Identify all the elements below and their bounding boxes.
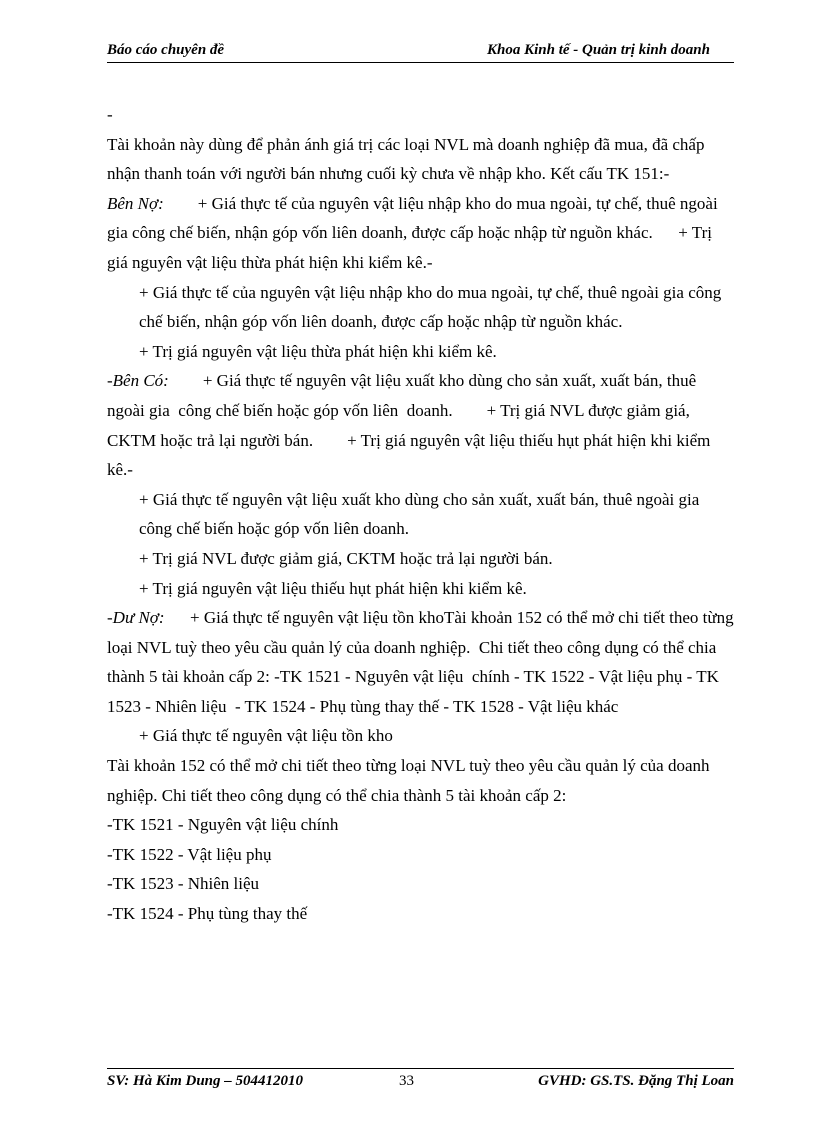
paragraph-ben-no (107, 189, 735, 278)
paragraph-ben-co (107, 366, 735, 484)
page-header (107, 40, 734, 63)
paragraph-ben-no-item-1: + Giá thực tế của nguyên vật liệu nhập kho do mua ngoài, tự chế, thuê ngoài gia công chế biến, nhận góp vốn liên doanh, được cấp hoặc nhập từ nguồn khác. (139, 282, 722, 332)
paragraph-intro: Tài khoản này dùng để phản ánh giá trị các loại NVL mà doanh nghiệp đã mua, đã chấp nhận thanh toán với người bán nhưng cuối kỳ chưa về nhập kho. Kết cấu TK 151:- (107, 134, 705, 184)
page-number: 33 (399, 1073, 414, 1089)
paragraph-du-no-item: + Giá thực tế nguyên vật liệu tồn kho (139, 726, 393, 746)
ben-co-text: + Giá thực tế nguyên vật liệu xuất kho dùng cho sản xuất, xuất bán, thuê ngoài gia công chế biến hoặc góp vốn liên doanh. + Trị giá NVL được giảm giá, CKTM hoặc trả lại người bán. + Trị giá nguyên vật liệu thiếu hụt phát hiện khi kiểm kê.- (107, 371, 715, 480)
du-no-label: -Dư Nợ: (107, 608, 165, 628)
paragraph-ben-no-item-2: + Trị giá nguyên vật liệu thừa phát hiện khi kiểm kê. (139, 341, 497, 361)
footer-supervisor: GVHD: GS.TS. Đặng Thị Loan (538, 1073, 734, 1089)
document-body (107, 100, 738, 929)
list-item-tk-1521: -TK 1521 - Nguyên vật liệu chính (107, 815, 339, 835)
paragraph-ben-co-item-1: + Giá thực tế nguyên vật liệu xuất kho dùng cho sản xuất, xuất bán, thuê ngoài gia công chế biến hoặc góp vốn liên doanh. (139, 489, 700, 539)
paragraph-ben-co-item-2: + Trị giá NVL được giảm giá, CKTM hoặc trả lại người bán. (139, 548, 553, 568)
list-item-tk-1524: -TK 1524 - Phụ tùng thay thế (107, 904, 308, 924)
header-faculty: Khoa Kinh tế - Quản trị kinh doanh (486, 42, 710, 58)
footer-student: SV: Hà Kim Dung – 504412010 (107, 1073, 304, 1089)
list-item-tk-1523: -TK 1523 - Nhiên liệu (107, 874, 260, 894)
paragraph-tk-152: Tài khoản 152 có thể mở chi tiết theo từng loại NVL tuỳ theo yêu cầu quản lý của doanh nghiệp. Chi tiết theo công dụng có thể chia thành 5 tài khoản cấp 2: (107, 756, 710, 805)
ben-co-label: -Bên Có: (107, 371, 169, 391)
ben-no-label: Bên Nợ: (107, 193, 164, 213)
page-footer (107, 1068, 734, 1097)
paragraph-ben-co-item-3: + Trị giá nguyên vật liệu thiếu hụt phát hiện khi kiểm kê. (139, 578, 527, 598)
header-report-title: Báo cáo chuyên đề (107, 42, 225, 58)
list-item-tk-1522: -TK 1522 - Vật liệu phụ (107, 844, 272, 864)
du-no-text: + Giá thực tế nguyên vật liệu tồn khoTài khoản 152 có thể mở chi tiết theo từng loại NVL tuỳ theo yêu cầu quản lý của doanh nghiệp. Chi tiết theo công dụng có thể chia thành 5 tài khoản cấp 2: -TK 1521 - Nguyên vật liệu chính - TK 1522 - Vật liệu phụ - TK 1523 - Nhiên liệu - TK 1524 - Phụ tùng thay thế - TK 1528 - Vật liệu khác (107, 608, 738, 716)
ben-no-text: + Giá thực tế của nguyên vật liệu nhập kho do mua ngoài, tự chế, thuê ngoài gia công chế biến, nhận góp vốn liên doanh, được cấp hoặc nhập từ nguồn khác. + Trị giá nguyên vật liệu thừa phát hiện khi kiểm kê.- (107, 193, 722, 272)
paragraph-du-no (107, 603, 738, 721)
leading-dash: - (107, 105, 113, 124)
